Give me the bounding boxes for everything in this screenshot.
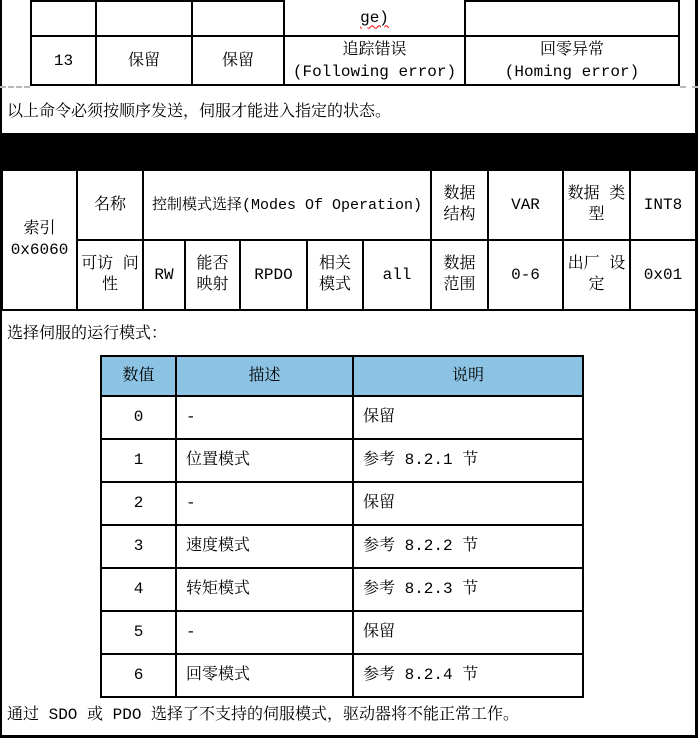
mode-table-row bbox=[101, 482, 583, 525]
mode-table-row bbox=[101, 568, 583, 611]
fault-row-following-error-cell bbox=[285, 37, 464, 84]
following-error-cn: 追踪错误 bbox=[342, 40, 407, 59]
access-label-cell: 可访 问性 bbox=[77, 240, 143, 310]
fault-row-reserved: 保留 bbox=[127, 51, 160, 70]
mode-value: 4 bbox=[101, 568, 176, 611]
mode-note: 参考 8.2.1 节 bbox=[353, 439, 583, 482]
mode-note: 参考 8.2.3 节 bbox=[353, 568, 583, 611]
fault-row-reserved: 保留 bbox=[221, 51, 254, 70]
homing-error-en: (Homing error) bbox=[504, 62, 640, 81]
warning-text: 通过 SDO 或 PDO 选择了不支持的伺服模式，驱动器将不能正常工作。 bbox=[7, 706, 520, 724]
mode-note: 保留 bbox=[353, 611, 583, 654]
mode-note: 参考 8.2.2 节 bbox=[353, 525, 583, 568]
default-value-cell: 0x01 bbox=[630, 240, 696, 310]
dashed-gridline-left bbox=[0, 86, 30, 88]
fault-table-gridline bbox=[30, 0, 285, 2]
mode-value: 6 bbox=[101, 654, 176, 697]
type-label-cell: 数据 类型 bbox=[563, 170, 630, 240]
mode-description: 速度模式 bbox=[176, 525, 353, 568]
mapping-value-cell: RPDO bbox=[240, 240, 307, 310]
fault-row-reserved-cell bbox=[193, 37, 283, 84]
page-border-bottom bbox=[0, 735, 698, 738]
access-value-cell: RW bbox=[143, 240, 185, 310]
page-border-left bbox=[0, 0, 2, 738]
structure-label-cell: 数据 结构 bbox=[431, 170, 488, 240]
fault-table-gridline bbox=[464, 0, 680, 2]
section-bar bbox=[0, 133, 698, 169]
header-description: 描述 bbox=[176, 356, 353, 396]
mode-note: 保留 bbox=[353, 396, 583, 439]
homing-error-cn: 回零异常 bbox=[539, 40, 604, 59]
mode-value: 2 bbox=[101, 482, 176, 525]
fault-row-reserved-cell bbox=[97, 37, 191, 84]
sequence-note-text: 以上命令必须按顺序发送，伺服才能进入指定的状态。 bbox=[7, 103, 392, 121]
header-value: 数值 bbox=[101, 356, 176, 396]
mode-description: 转矩模式 bbox=[176, 568, 353, 611]
operation-mode-table bbox=[100, 355, 584, 698]
mode-description: - bbox=[176, 611, 353, 654]
mode-value: 0 bbox=[101, 396, 176, 439]
name-value-cell: 控制模式选择(Modes Of Operation) bbox=[143, 170, 431, 240]
fault-row-index: 13 bbox=[53, 51, 74, 70]
name-label-cell: 名称 bbox=[77, 170, 143, 240]
dashed-gridline-right bbox=[680, 86, 698, 88]
mode-table-row bbox=[101, 654, 583, 697]
related-mode-label-cell: 相关 模式 bbox=[307, 240, 363, 310]
mode-value: 5 bbox=[101, 611, 176, 654]
header-note: 说明 bbox=[353, 356, 583, 396]
object-dictionary-table bbox=[1, 169, 697, 311]
fault-row-index-cell bbox=[32, 37, 95, 84]
default-label-cell: 出厂 设定 bbox=[563, 240, 630, 310]
range-value-cell: 0-6 bbox=[488, 240, 563, 310]
fault-table-partial-cell bbox=[285, 2, 464, 33]
mode-description: - bbox=[176, 396, 353, 439]
mode-note: 保留 bbox=[353, 482, 583, 525]
partial-cell-text: ge) bbox=[360, 8, 389, 27]
mode-description: 位置模式 bbox=[176, 439, 353, 482]
mode-table-row bbox=[101, 396, 583, 439]
mode-note: 参考 8.2.4 节 bbox=[353, 654, 583, 697]
fault-row-homing-error-cell bbox=[466, 37, 678, 84]
index-label: 索引 bbox=[23, 220, 56, 238]
fault-table-gridline bbox=[30, 84, 680, 86]
mode-description: 回零模式 bbox=[176, 654, 353, 697]
structure-value-cell: VAR bbox=[488, 170, 563, 240]
mode-select-label: 选择伺服的运行模式： bbox=[7, 325, 168, 343]
mode-table-row bbox=[101, 611, 583, 654]
range-label-cell: 数据 范围 bbox=[431, 240, 488, 310]
mode-description: - bbox=[176, 482, 353, 525]
mode-table-header-row bbox=[101, 356, 583, 396]
mode-value: 1 bbox=[101, 439, 176, 482]
index-value: 0x6060 bbox=[10, 241, 69, 259]
following-error-en: (Following error) bbox=[292, 62, 457, 81]
related-mode-value-cell: all bbox=[363, 240, 431, 310]
mapping-label-cell: 能否 映射 bbox=[185, 240, 240, 310]
mode-value: 3 bbox=[101, 525, 176, 568]
type-value-cell: INT8 bbox=[630, 170, 696, 240]
mode-table-row bbox=[101, 439, 583, 482]
index-cell bbox=[2, 170, 77, 310]
fault-table-gridline bbox=[678, 0, 680, 86]
mode-table-row bbox=[101, 525, 583, 568]
